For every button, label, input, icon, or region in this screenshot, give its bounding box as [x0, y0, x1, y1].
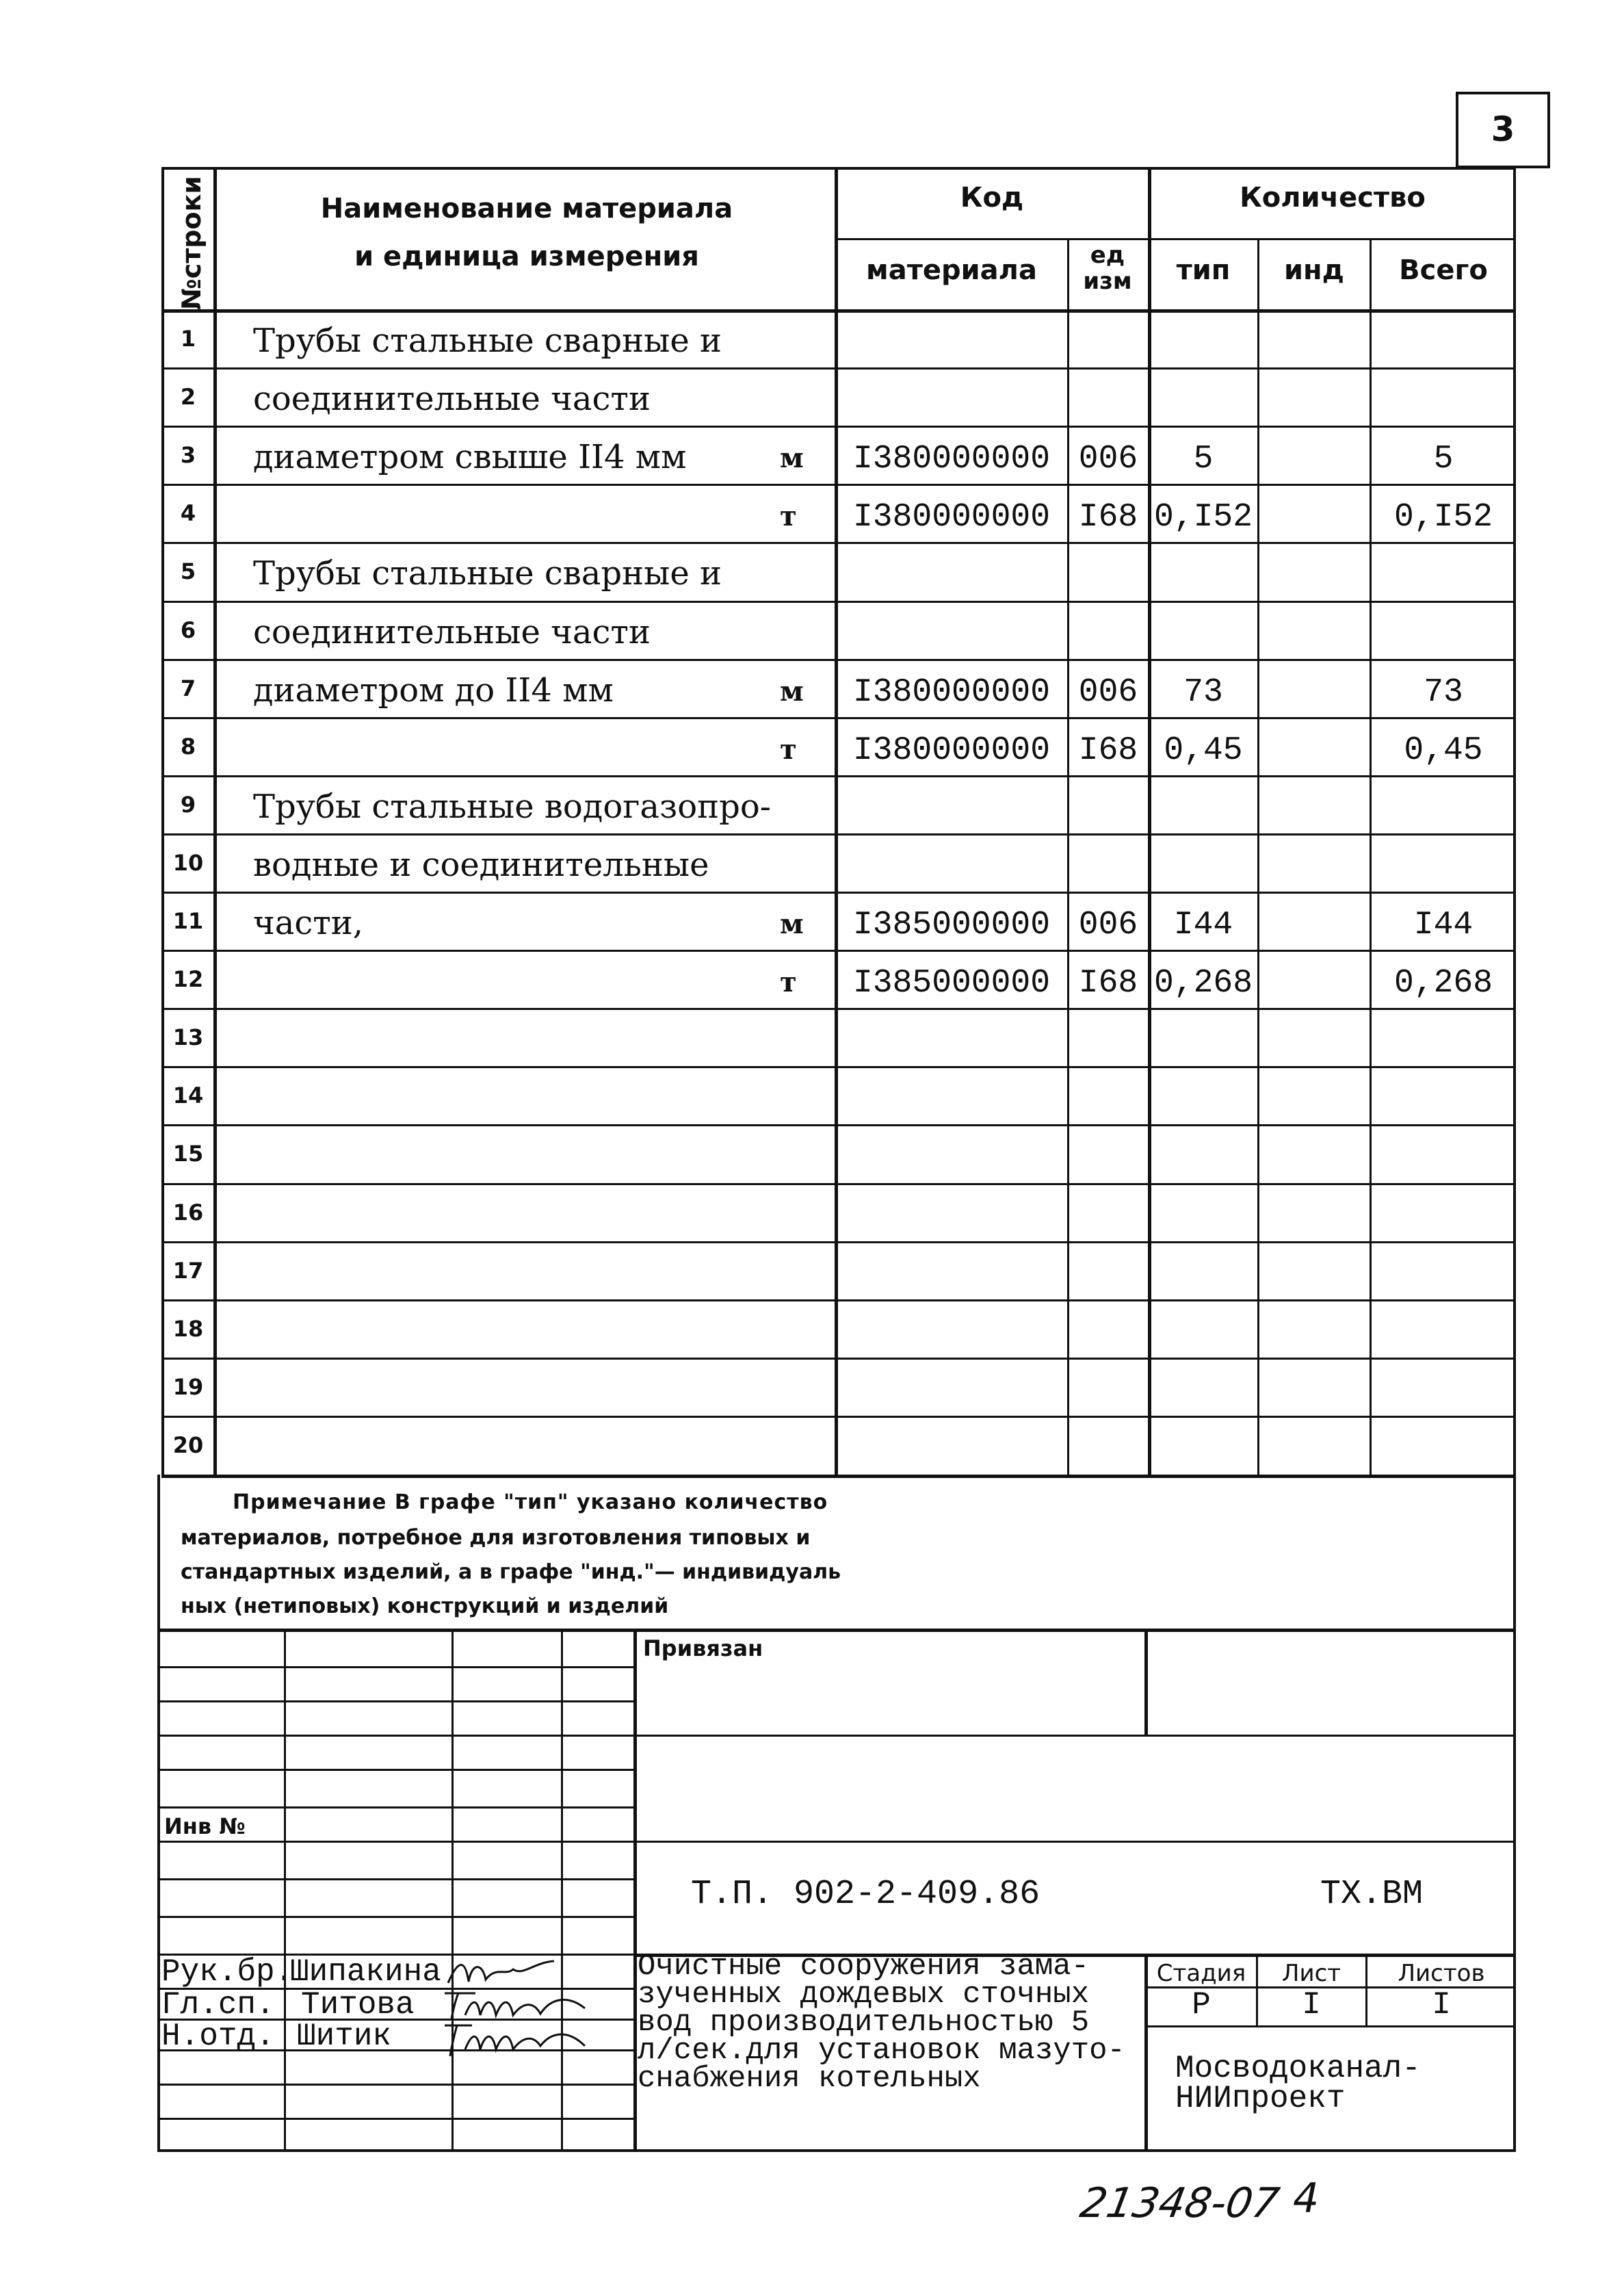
material-code: I380000000 [852, 499, 1051, 536]
divider [835, 238, 1516, 240]
note-line2: материалов, потребное для изготовления типовых и [181, 1526, 811, 1550]
qty-typ: 5 [1193, 441, 1214, 478]
unit-code: I68 [1078, 499, 1138, 536]
inventory-number-label: Инв № [164, 1813, 246, 1839]
row-divider [161, 1066, 1516, 1068]
row-number: 11 [172, 908, 204, 934]
signer-role-3: Н.отд. [161, 2019, 275, 2054]
row-number: 3 [180, 442, 196, 469]
row-divider [161, 1183, 1516, 1185]
note-line4: ных (нетиповых) конструкций и изделий [181, 1594, 669, 1618]
divider [213, 167, 217, 1477]
material-name: части, [253, 904, 364, 942]
description-line1: Очистные сооружения зама- [638, 1949, 1090, 1984]
header-unit: ед изм [1083, 242, 1132, 295]
qty-typ: 0,268 [1153, 965, 1253, 1002]
divider [633, 1735, 1516, 1737]
material-code: I385000000 [852, 965, 1051, 1002]
row-divider [161, 1241, 1516, 1243]
unit: т [780, 733, 797, 766]
row-divider [161, 484, 1516, 486]
divider [157, 1666, 633, 1668]
row-divider [161, 950, 1516, 952]
description-line3: вод производительностью 5 [638, 2006, 1090, 2040]
row-divider [161, 601, 1516, 603]
qty-total: 5 [1433, 441, 1454, 478]
header-material: материала [866, 255, 1037, 286]
row-number: 7 [180, 675, 196, 701]
row-number: 18 [172, 1315, 204, 1342]
archive-number-suffix: 4 [1293, 2175, 1320, 2222]
divider [157, 1700, 633, 1702]
organization-line1: Мосводоканал- [1175, 2051, 1421, 2086]
unit: т [780, 966, 797, 999]
page-number: 3 [1491, 109, 1515, 149]
header-row-no: №строки [176, 176, 207, 310]
material-name: диаметром до II4 мм [253, 671, 614, 710]
row-number: 1 [180, 326, 196, 352]
header-name-line2: и единица измерения [354, 241, 699, 272]
row-number: 20 [172, 1431, 204, 1458]
header-name-line1: Наименование материала [320, 193, 733, 224]
header-code: Код [960, 182, 1024, 213]
row-divider [161, 717, 1516, 719]
unit-code: I68 [1078, 965, 1138, 1002]
row-number: 16 [172, 1199, 204, 1226]
material-name: Трубы стальные сварные и [253, 322, 722, 360]
material-name: диаметром свыше II4 мм [253, 438, 687, 477]
privyazan-label: Привязан [643, 1635, 763, 1661]
divider [157, 1769, 633, 1771]
row-divider [161, 833, 1516, 835]
description-line2: зученных дождевых сточных [638, 1978, 1090, 2012]
qty-total: 73 [1424, 673, 1463, 711]
row-divider [161, 542, 1516, 544]
row-divider [161, 775, 1516, 777]
row-number: 2 [180, 384, 196, 411]
row-number: 10 [172, 849, 204, 876]
divider [451, 1629, 454, 2152]
row-number: 17 [172, 1257, 204, 1284]
divider [1148, 167, 1151, 1477]
divider [561, 1629, 563, 2152]
row-divider [161, 659, 1516, 661]
row-divider [161, 426, 1516, 428]
stage-value: Р [1192, 1987, 1211, 2023]
divider [157, 1916, 633, 1918]
description-line4: л/сек.для установок мазуто- [638, 2034, 1125, 2068]
unit-code: I68 [1078, 731, 1138, 769]
row-divider [161, 892, 1516, 894]
divider [157, 2118, 633, 2120]
material-name: Трубы стальные водогазопро- [253, 787, 771, 826]
signer-role-1: Рук.бр. [161, 1954, 294, 1990]
qty-typ: I44 [1173, 907, 1233, 944]
signature-1 [445, 1956, 561, 1990]
row-number: 19 [172, 1373, 204, 1400]
signature-3 [438, 2019, 595, 2060]
divider [1144, 2025, 1516, 2027]
signer-name-1: Шипакина [290, 1954, 441, 1990]
row-number: 9 [180, 791, 196, 818]
qty-total: 0,268 [1393, 965, 1493, 1002]
divider [157, 1806, 633, 1808]
row-divider [161, 367, 1516, 369]
material-name: Трубы стальные сварные и [253, 554, 722, 593]
stage-label: Стадия [1156, 1960, 1246, 1987]
qty-total: 0,45 [1404, 731, 1483, 769]
row-divider [161, 1124, 1516, 1126]
divider [157, 1629, 1516, 1632]
material-name: водные и соединительные [253, 845, 709, 884]
row-number: 8 [180, 733, 196, 760]
document-code: Т.П. 902-2-409.86 [691, 1875, 1040, 1914]
sheet-value: I [1302, 1987, 1321, 2023]
divider [1144, 1629, 1148, 1735]
material-code: I385000000 [852, 907, 1051, 944]
unit-code: 006 [1078, 907, 1138, 944]
divider [633, 1841, 1516, 1843]
divider [157, 1878, 633, 1880]
row-number: 12 [172, 966, 204, 993]
signer-role-2: Гл.сп. [161, 1987, 275, 2023]
row-divider [161, 1358, 1516, 1360]
qty-typ: 0,I52 [1153, 499, 1253, 536]
row-number: 5 [180, 558, 196, 585]
material-code: I380000000 [852, 731, 1051, 769]
row-number: 4 [180, 500, 196, 527]
material-code: I380000000 [852, 441, 1051, 478]
unit: м [780, 908, 804, 940]
material-name: соединительные части [253, 612, 651, 651]
row-divider [161, 1299, 1516, 1301]
unit: т [780, 500, 797, 533]
qty-total: 0,I52 [1393, 499, 1493, 536]
header-typ: тип [1176, 255, 1231, 286]
divider [157, 2084, 633, 2086]
material-name: соединительные части [253, 380, 651, 419]
row-number: 15 [172, 1141, 204, 1167]
row-number: 6 [180, 617, 196, 643]
unit: м [780, 442, 804, 475]
sheet-label: Лист [1281, 1960, 1341, 1987]
signer-name-3: Шитик [297, 2019, 392, 2054]
signature-2 [438, 1988, 595, 2022]
sheets-label: Листов [1398, 1960, 1485, 1987]
organization-line2: НИИпроект [1175, 2081, 1346, 2116]
header-ind: инд [1284, 255, 1344, 286]
description-line5: снабжения котельных [638, 2062, 981, 2096]
note-line1: Примечание В графе "тип" указано количество [233, 1490, 828, 1514]
divider [633, 1629, 637, 2152]
material-code: I380000000 [852, 673, 1051, 711]
qty-typ: 73 [1183, 673, 1223, 711]
divider [157, 1735, 633, 1737]
qty-total: I44 [1413, 907, 1474, 944]
archive-number: 21348-07 [1076, 2179, 1283, 2227]
unit: м [780, 675, 804, 708]
unit-code: 006 [1078, 673, 1138, 711]
document-mark: ТХ.ВМ [1320, 1875, 1424, 1914]
qty-typ: 0,45 [1164, 731, 1243, 769]
divider [284, 1629, 286, 2152]
header-total: Всего [1399, 255, 1488, 286]
row-divider [161, 1416, 1516, 1418]
header-quantity: Количество [1240, 182, 1426, 213]
divider [161, 309, 1516, 313]
divider [157, 1841, 633, 1843]
row-number: 13 [172, 1024, 204, 1051]
sheets-value: I [1432, 1987, 1451, 2023]
divider [835, 167, 838, 1477]
row-divider [161, 1008, 1516, 1010]
row-number: 14 [172, 1082, 204, 1109]
note-line3: стандартных изделий, а в графе "инд."— индивидуаль [181, 1560, 841, 1584]
signer-name-2: Титова [301, 1987, 415, 2023]
unit-code: 006 [1078, 441, 1138, 478]
